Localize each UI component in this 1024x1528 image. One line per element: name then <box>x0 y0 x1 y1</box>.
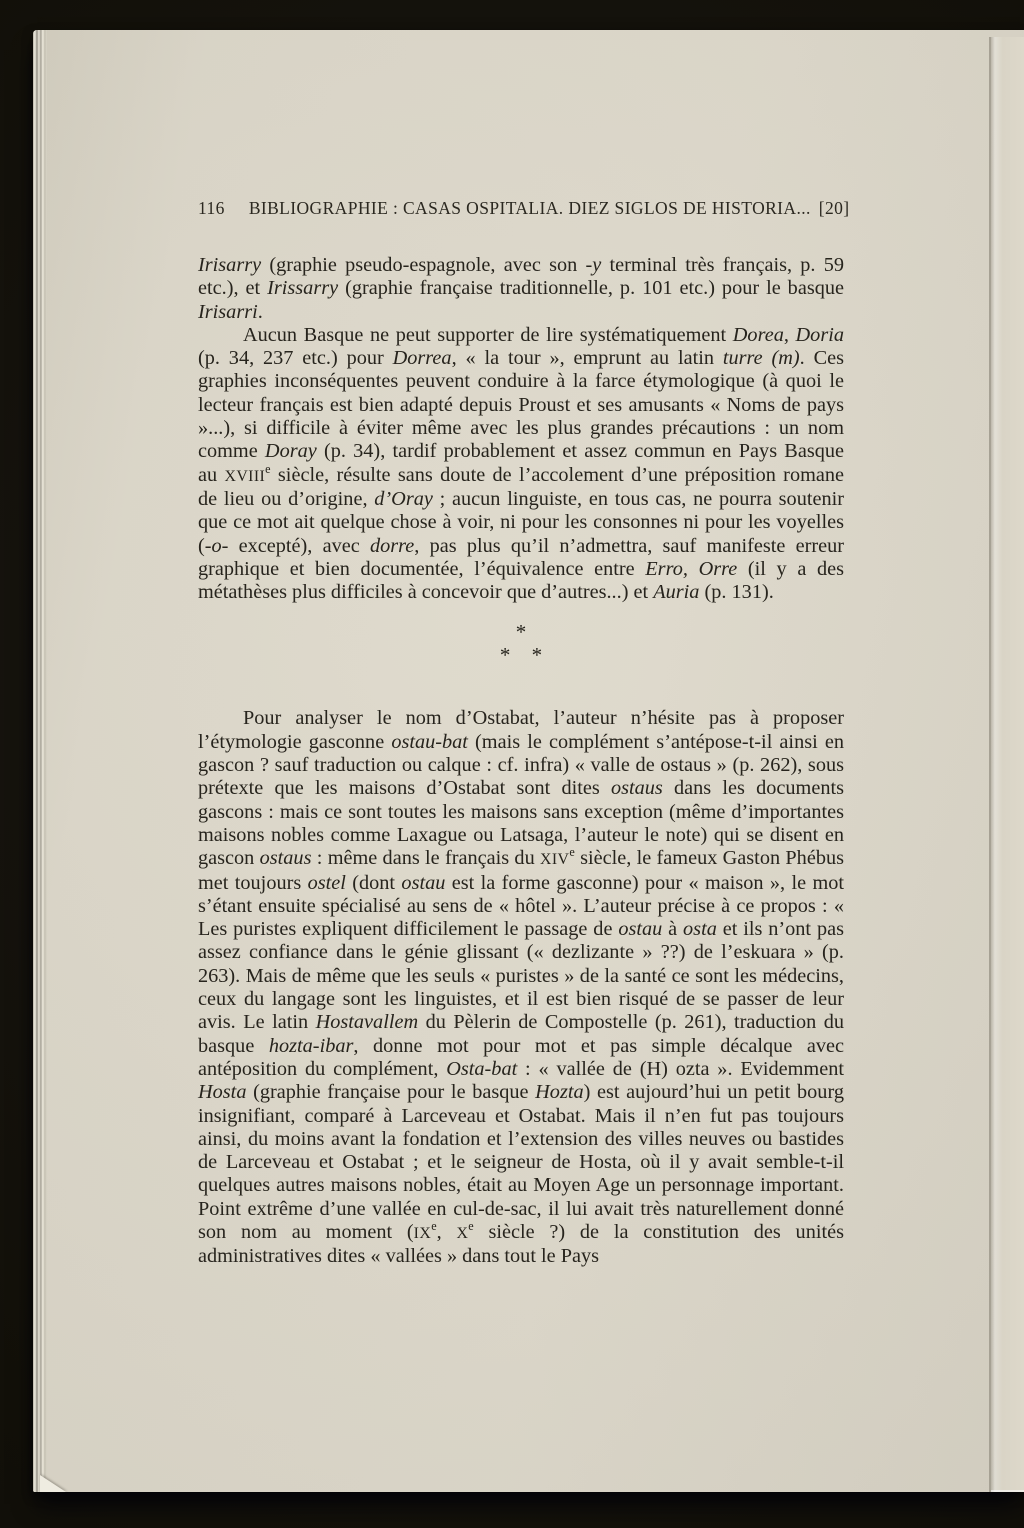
paragraph <box>198 707 844 1268</box>
text-run: e <box>265 461 271 476</box>
text-run: . Ces graphies inconséquentes peuvent conduire à la farce étymologique (à quoi le lecteur français est bien adapté depuis Proust et ses amusants « Noms de pays »...), si difficile à éviter même avec les plus grandes précautions : un nom comme <box>198 347 844 463</box>
text-run: Dorea <box>732 323 784 346</box>
text-run: Irisarri <box>198 300 258 323</box>
text-run: turre (m) <box>722 347 800 370</box>
page-curl-edge <box>989 37 1024 1492</box>
text-run: ostaus <box>610 777 663 800</box>
text-run: est la forme gasconne) pour « maison », le mot s’étant ensuite spécialisé au sens de « hôtel ». L’auteur précise à ce propos : « Les puristes expliquent difficilement le passage de <box>198 871 844 941</box>
text-run: ostau <box>401 871 446 894</box>
text-run: : même dans le français du <box>311 847 541 870</box>
text-run: (p. 34), tardif probablement et assez commun en Pays Basque au <box>198 440 845 486</box>
text-run: hozta-ibar <box>268 1034 354 1057</box>
text-column <box>198 254 844 1269</box>
text-run: Doray <box>264 440 317 463</box>
text-run: osta <box>683 918 717 941</box>
text-run: ) est aujourd’hui un petit bourg insignifiant, comparé à Larceveau et Ostabat. Mais il n’en fut pas toujours ainsi, du moins avant la fondation et l’extension des villes neuves ou bastides de Larceveau et Ostabat ; et le seigneur de Hosta, où il y avait semble-t-il quelques autres maisons nobles, était au Moyen Age un personnage important. Point extrême d’une vallée en cul-de-sac, il lui avait très naturellement donné son nom au moment ( <box>198 1081 844 1243</box>
text-run: , pas plus qu’il n’admettra, sauf manifeste erreur graphique et bien documentée, l’équivalence entre <box>198 534 844 580</box>
text-run: terminal très français, p. 59 etc.), et <box>198 254 844 300</box>
text-run: . <box>257 300 263 323</box>
text-run: - excepté), avec <box>221 534 370 557</box>
text-run: siècle ?) de la constitution des unités administratives dites « vallées » dans tout le Pays <box>198 1220 845 1268</box>
text-run: Dorrea <box>392 347 452 370</box>
text-run: à <box>662 918 684 941</box>
text-run: : « vallée de (H) ozta ». Evidemment <box>517 1057 844 1080</box>
text-run: (dont <box>345 871 402 894</box>
text-run: e <box>468 1219 474 1234</box>
text-run: XVIII <box>224 467 266 485</box>
text-run: (il y a des métathèses plus difficiles à concevoir que d’autres...) et <box>198 557 844 604</box>
paragraph <box>198 324 844 605</box>
text-run: , <box>783 323 796 346</box>
text-section-top <box>198 254 844 604</box>
text-run: X <box>456 1224 469 1242</box>
text-run: -y <box>585 254 602 276</box>
running-header <box>198 198 850 219</box>
text-run: Hosta <box>198 1081 247 1104</box>
page-corner-fold <box>40 1475 66 1492</box>
text-run: et ils n’ont pas assez confiance dans le génie glissant (« dezlizante » ??) de l’eskuara » (p. 263). Mais de même que les seuls « puristes » de la santé ce sont les médecins, ceux du langage sont les linguistes, et il est bien risqué de se passer de leur avis. Le latin <box>198 918 844 1034</box>
text-run: ostau-bat <box>391 730 468 753</box>
text-run: o <box>211 534 222 557</box>
text-run: dorre <box>369 534 415 557</box>
page-stack-edges <box>33 30 47 1492</box>
text-run: siècle, le fameux Gaston Phébus met toujours <box>198 847 844 894</box>
text-run: du Pèlerin de Compostelle (p. 261), traduction du basque <box>198 1011 844 1057</box>
text-run: (mais le complément s’antépose-t-il ainsi en gascon ? sauf traduction ou calque : cf. infra) « valle de ostaus » (p. 262), sous prétexte que les maisons d’Ostabat sont dites <box>198 730 844 800</box>
text-run: (graphie française pour le basque <box>246 1081 536 1104</box>
paragraph <box>198 254 844 324</box>
text-run: ostaus <box>259 847 312 870</box>
book-page <box>33 30 1024 1492</box>
text-run: IX <box>413 1224 432 1242</box>
text-run: Aucun Basque ne peut supporter de lire systématiquement <box>243 323 733 346</box>
text-run: XIV <box>540 851 570 869</box>
text-run: Irisarry <box>198 254 262 276</box>
asterism-bottom: * * <box>499 643 543 668</box>
text-run: (graphie française traditionnelle, p. 101 etc.) pour le basque <box>338 277 844 300</box>
text-run: (p. 34, 237 etc.) pour <box>198 347 393 370</box>
text-run: (graphie pseudo-espagnole, avec son <box>261 254 586 276</box>
page-number: 116 <box>198 198 225 218</box>
text-run: , « la tour », emprunt au latin <box>451 347 723 370</box>
text-run: Erro, Orre <box>645 557 738 580</box>
text-run: Osta-bat <box>446 1057 518 1080</box>
text-run: Irissarry <box>267 277 339 300</box>
text-run: , <box>436 1220 457 1243</box>
text-run: Pour analyser le nom d’Ostabat, l’auteur n’hésite pas à proposer l’étymologie gasconne <box>198 707 844 753</box>
text-run: d’Oray <box>374 487 433 510</box>
asterism-top: * <box>515 620 527 645</box>
text-run: siècle, résulte sans doute de l’accolement d’une préposition romane de lieu ou d’origine, <box>198 463 844 510</box>
text-run: Auria <box>653 581 700 604</box>
text-run: Doria <box>795 323 844 346</box>
running-title: BIBLIOGRAPHIE : CASAS OSPITALIA. DIEZ SIGLOS DE HISTORIA... <box>248 198 811 218</box>
asterism-separator <box>198 621 844 667</box>
text-run: , donne mot pour mot et pas simple décalque avec antéposition du complément, <box>198 1034 845 1080</box>
text-run: Hostavallem <box>315 1011 419 1034</box>
column-reference: [20] <box>818 198 850 218</box>
text-run: ostel <box>307 871 346 894</box>
text-run: ; aucun linguiste, en tous cas, ne pourra soutenir que ce mot ait quelque chose à voir, ni pour les consonnes ni pour les voyelles (- <box>198 487 844 557</box>
text-run: Hozta <box>535 1081 584 1104</box>
text-run: e <box>569 845 575 860</box>
text-run: dans les documents gascons : mais ce sont toutes les maisons sans exception (même d’importantes maisons nobles comme Laxague ou Latsaga, l’auteur le note) qui se disent en gascon <box>198 777 844 870</box>
text-run: (p. 131). <box>699 581 774 604</box>
text-run: e <box>431 1219 437 1234</box>
text-run: ostau <box>618 918 663 941</box>
text-section-bottom <box>198 707 844 1268</box>
